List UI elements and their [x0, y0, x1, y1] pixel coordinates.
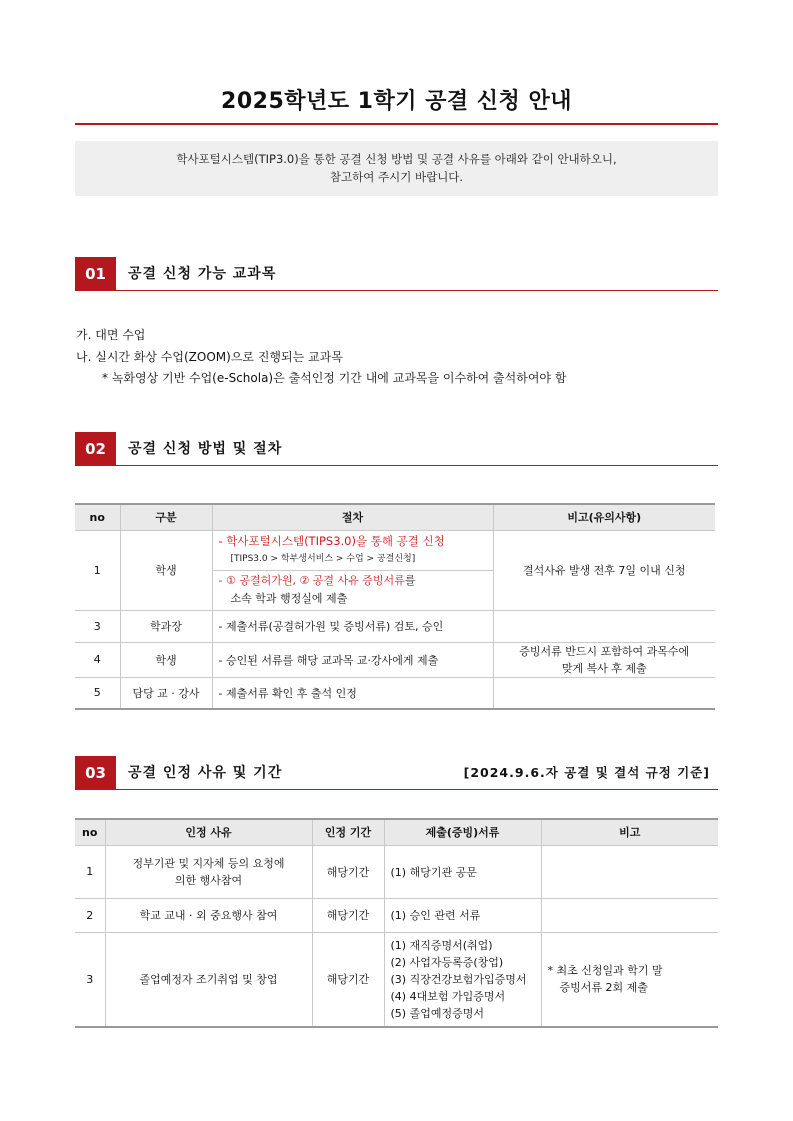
row-no: 2	[75, 898, 105, 932]
row-note	[541, 898, 718, 932]
table-row	[75, 530, 715, 570]
period-text: 해당기간	[312, 845, 384, 898]
column-header: 제출(증빙)서류	[384, 819, 541, 845]
reason-text: 정부기관 및 지자체 등의 요청에	[132, 856, 285, 870]
document-item: (1) 재직증명서(취업)	[390, 938, 493, 952]
column-header: 인정 사유	[105, 819, 312, 845]
reason-text: 의한 행사참여	[174, 873, 243, 887]
menu-path: [TIPS3.0 > 학부생서비스 > 수업 > 공결신청]	[230, 554, 416, 564]
row-note: 맞게 복사 후 제출	[561, 661, 647, 675]
document-item: (3) 직장건강보험가입증명서	[390, 972, 527, 986]
table-row	[75, 898, 718, 932]
step-text: - 제출서류 확인 후 출석 인정	[212, 677, 493, 709]
row-no: 4	[75, 642, 120, 677]
column-header: 비고(유의사항)	[493, 504, 715, 530]
row-category: 학생	[120, 642, 212, 677]
step-text: - 학사포털시스템(TIPS3.0)을 통해 공결 신청	[218, 534, 445, 548]
list-note: * 녹화영상 기반 수업(e-Schola)은 출석인정 기간 내에 교과목을 이수하여 출석하여야 함	[102, 371, 567, 385]
intro-line-1: 학사포털시스템(TIP3.0)을 통한 공결 신청 방법 및 공결 사유를 아래와 같이 안내하오니,	[176, 152, 617, 166]
section-title: 공결 신청 가능 교과목	[128, 266, 277, 282]
period-text: 해당기간	[312, 932, 384, 1027]
section-03-header	[75, 756, 718, 790]
list-item: 가. 대면 수업	[76, 328, 146, 342]
table-row	[75, 677, 715, 709]
row-note	[541, 845, 718, 898]
reason-text: 학교 교내 · 외 중요행사 참여	[105, 898, 312, 932]
table-row	[75, 932, 718, 1027]
section-number: 02	[75, 432, 116, 466]
row-no: 1	[75, 530, 120, 610]
section-number: 03	[75, 756, 116, 790]
step-text: - 제출서류(공결허가원 및 증빙서류) 검토, 승인	[212, 610, 493, 642]
document-item: (1) 해당기관 공문	[384, 845, 541, 898]
title-divider	[75, 123, 718, 125]
row-category: 담당 교 · 강사	[120, 677, 212, 709]
section-01-header	[75, 257, 718, 291]
table-row	[75, 642, 715, 677]
reason-text: 졸업예정자 조기취업 및 창업	[105, 932, 312, 1027]
section-title: 공결 신청 방법 및 절차	[128, 441, 283, 457]
column-header: 인정 기간	[312, 819, 384, 845]
row-note: 증빙서류 반드시 포함하여 과목수에	[519, 644, 690, 658]
document-item: (1) 승인 관련 서류	[384, 898, 541, 932]
section-number: 01	[75, 257, 116, 291]
row-category: 학과장	[120, 610, 212, 642]
document-item: (4) 4대보험 가입증명서	[390, 989, 506, 1003]
absence-reason-table	[75, 818, 718, 1028]
column-header: no	[75, 819, 105, 845]
row-no: 3	[75, 610, 120, 642]
course-list	[76, 325, 716, 390]
document-item: (2) 사업자등록증(창업)	[390, 955, 504, 969]
column-header: no	[75, 504, 120, 530]
step-text: 를	[404, 574, 416, 587]
row-note: * 최초 신청일과 학기 말	[547, 964, 663, 978]
period-text: 해당기간	[312, 898, 384, 932]
row-note	[493, 610, 715, 642]
column-header: 비고	[541, 819, 718, 845]
table-row	[75, 845, 718, 898]
column-header: 절차	[212, 504, 493, 530]
step-text: - ① 공결허가원, ② 공결 사유 증빙서류	[218, 574, 405, 587]
row-no: 5	[75, 677, 120, 709]
procedure-table	[75, 503, 715, 710]
section-02-header	[75, 432, 718, 466]
row-note: 결석사유 발생 전후 7일 이내 신청	[493, 530, 715, 610]
row-no: 3	[75, 932, 105, 1027]
document-item: (5) 졸업예정증명서	[390, 1006, 484, 1020]
row-no: 1	[75, 845, 105, 898]
document-list	[384, 932, 541, 1027]
regulation-reference: [2024.9.6.자 공결 및 결석 규정 기준]	[463, 765, 710, 780]
column-header: 구분	[120, 504, 212, 530]
page-title: 2025학년도 1학기 공결 신청 안내	[221, 89, 572, 114]
intro-box	[75, 141, 718, 196]
intro-line-2: 참고하여 주시기 바랍니다.	[329, 170, 464, 184]
row-note: 증빙서류 2회 제출	[559, 981, 648, 995]
table-row	[75, 610, 715, 642]
step-text: - 승인된 서류를 해당 교과목 교·강사에게 제출	[212, 642, 493, 677]
row-note	[493, 677, 715, 709]
list-item: 나. 실시간 화상 수업(ZOOM)으로 진행되는 교과목	[76, 349, 343, 364]
section-title: 공결 인정 사유 및 기간	[128, 765, 283, 781]
row-category: 학생	[120, 530, 212, 610]
step-text: 소속 학과 행정실에 제출	[230, 592, 348, 605]
